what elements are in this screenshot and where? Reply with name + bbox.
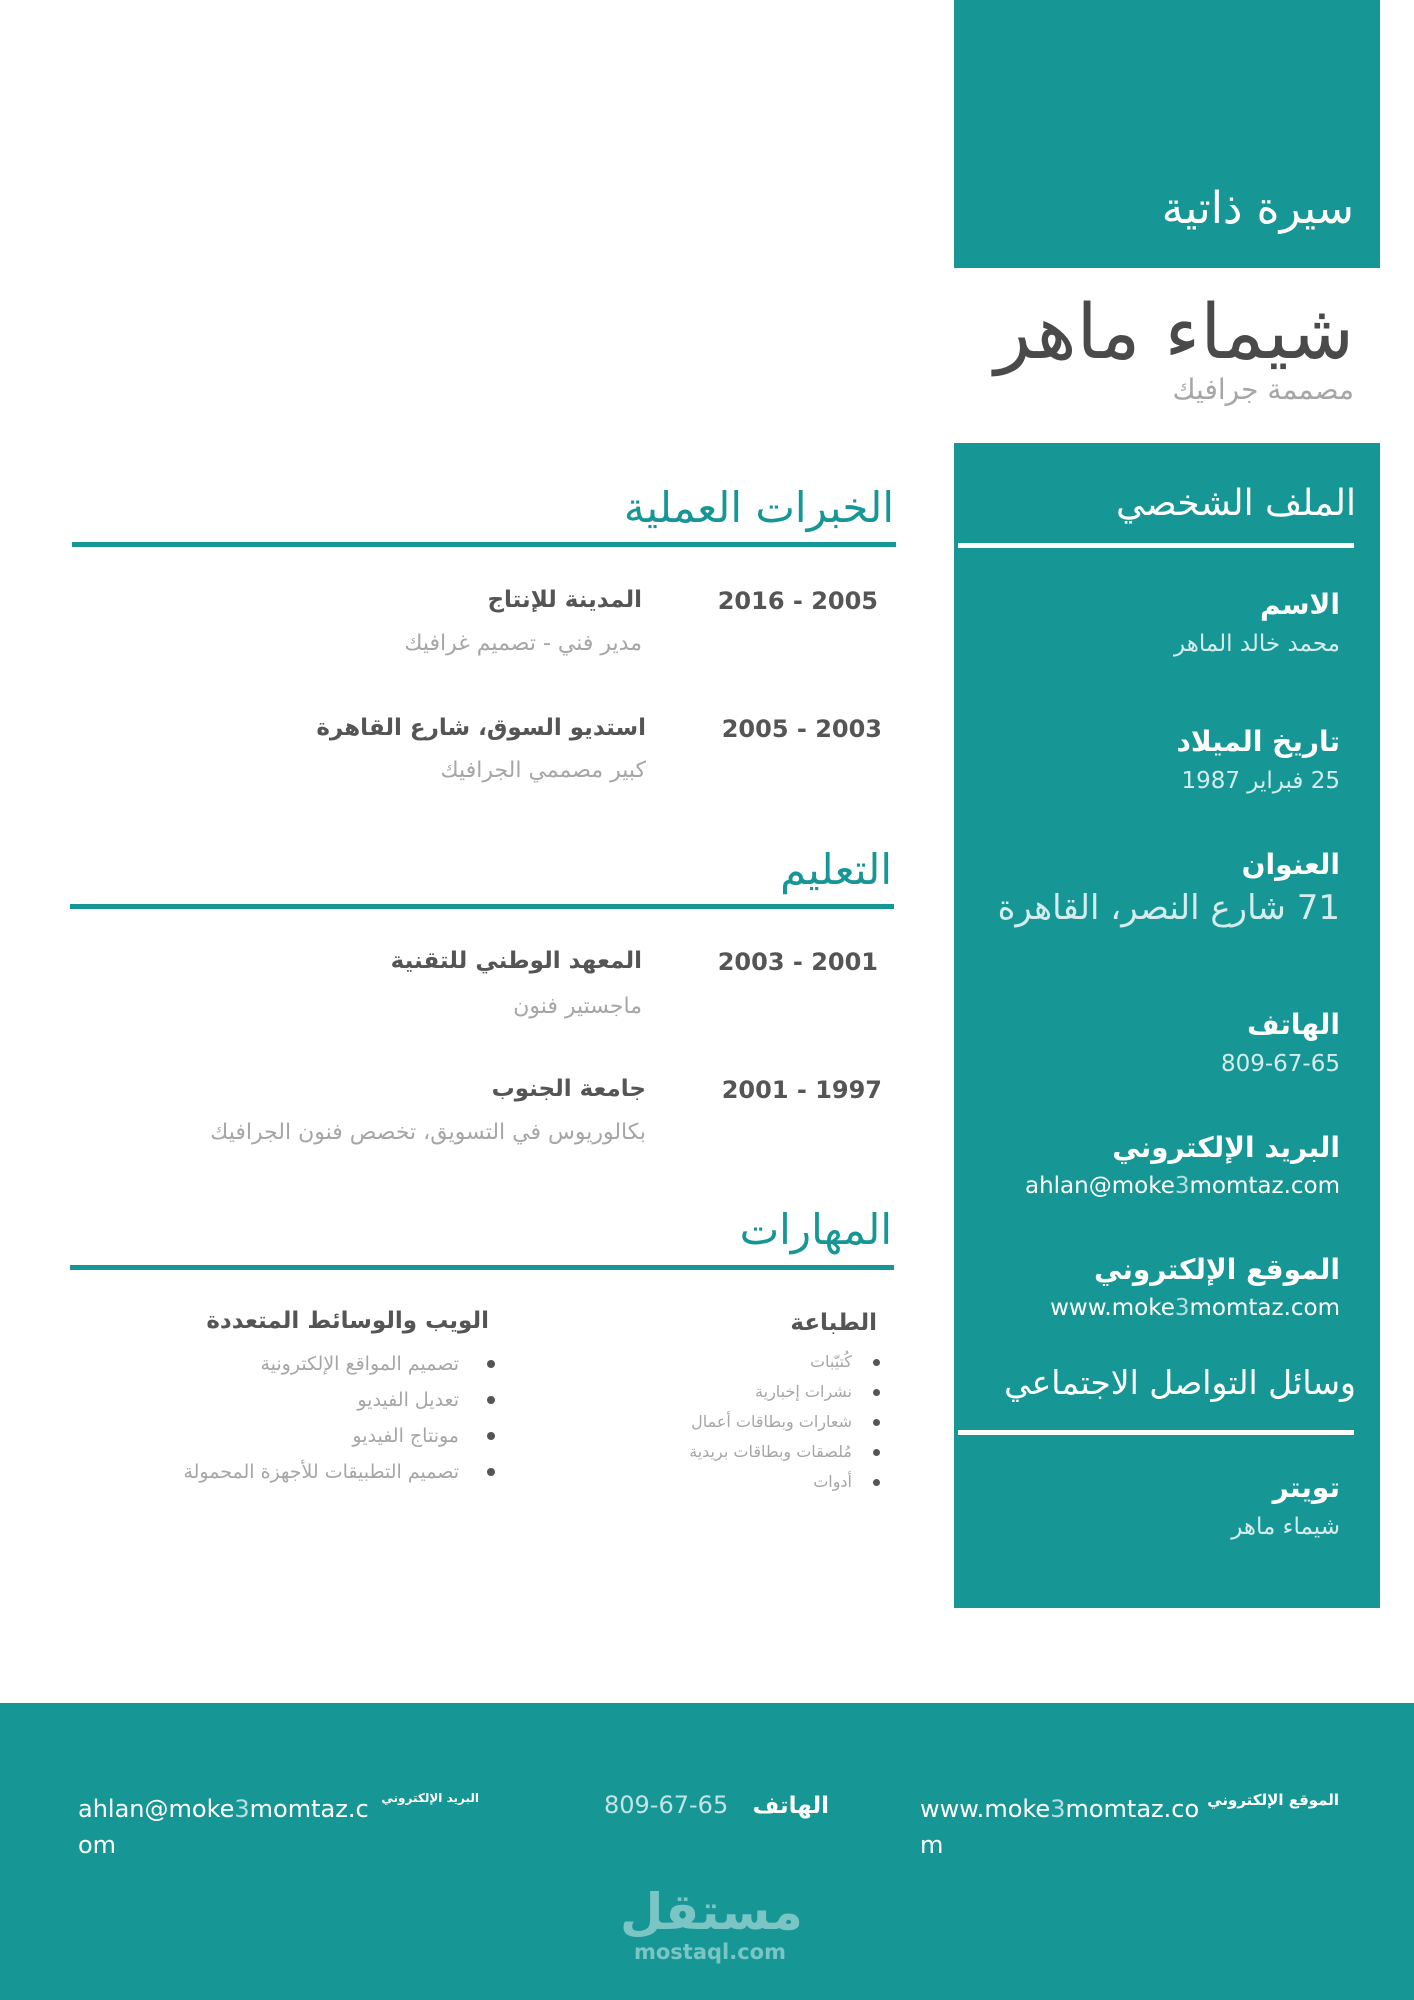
social-value-twitter[interactable]: شيماء ماهر — [1231, 1514, 1340, 1540]
profile-label-phone: الهاتف — [1247, 1008, 1340, 1041]
mostaql-logo — [620, 1883, 803, 1965]
education-degree: ماجستير فنون — [513, 994, 642, 1019]
profile-label-birthdate: تاريخ الميلاد — [1176, 725, 1340, 758]
experience-years: 2016 - 2005 — [717, 587, 878, 615]
education-org: المعهد الوطني للتقنية — [390, 948, 642, 974]
footer-phone-label: الهاتف — [752, 1793, 829, 1819]
social-label-twitter: تويتر — [1272, 1471, 1340, 1504]
education-years: 2001 - 1997 — [721, 1076, 882, 1104]
experience-org: المدينة للإنتاج — [487, 587, 642, 613]
skills-print-title: الطباعة — [790, 1310, 877, 1336]
skills-divider — [70, 1265, 894, 1270]
education-years: 2003 - 2001 — [717, 948, 878, 976]
list-item: شعارات وبطاقات أعمال — [689, 1407, 852, 1437]
logo-latin: mostaql.com — [634, 1940, 786, 1964]
footer — [0, 1703, 1414, 2000]
experience-heading: الخبرات العملية — [623, 483, 894, 532]
profile-value-address: 71 شارع النصر، القاهرة — [997, 888, 1340, 928]
profile-label-address: العنوان — [1241, 848, 1340, 881]
skills-heading: المهارات — [739, 1205, 892, 1254]
profile-value-website[interactable]: www.moke3momtaz.com — [1050, 1295, 1340, 1321]
list-item: تصميم المواقع الإلكترونية — [183, 1346, 459, 1382]
list-item: كُتيّبات — [689, 1347, 852, 1377]
profile-panel — [954, 443, 1380, 1608]
list-item: مُلصقات وبطاقات بريدية — [689, 1437, 852, 1467]
cv-title: سيرة ذاتية — [1161, 183, 1354, 234]
profile-label-website: الموقع الإلكتروني — [1094, 1253, 1340, 1286]
person-name: شيماء ماهر — [994, 287, 1354, 376]
education-divider — [70, 904, 894, 909]
skills-print-list — [689, 1347, 852, 1497]
list-item: أدوات — [689, 1467, 852, 1497]
profile-label-name: الاسم — [1260, 588, 1340, 621]
footer-email-label: البريد الإلكتروني — [381, 1791, 479, 1805]
education-degree: بكالوريوس في التسويق، تخصص فنون الجرافيك — [210, 1120, 646, 1145]
experience-role: مدير فني - تصميم غرافيك — [404, 631, 642, 656]
education-heading: التعليم — [780, 845, 892, 894]
footer-website-label: الموقع الإلكتروني — [1207, 1791, 1339, 1809]
list-item: تصميم التطبيقات للأجهزة المحمولة — [183, 1454, 459, 1490]
profile-label-email: البريد الإلكتروني — [1112, 1131, 1340, 1164]
job-title: مصممة جرافيك — [1172, 373, 1354, 406]
logo-arabic: مستقل — [620, 1883, 803, 1941]
experience-org: استديو السوق، شارع القاهرة — [316, 715, 646, 741]
experience-role: كبير مصممي الجرافيك — [440, 758, 646, 783]
footer-phone-value[interactable]: 809-67-65 — [604, 1791, 729, 1819]
profile-value-email[interactable]: ahlan@moke3momtaz.com — [1025, 1173, 1340, 1199]
experience-divider — [72, 542, 896, 547]
list-item: نشرات إخبارية — [689, 1377, 852, 1407]
profile-value-birthdate: 25 فبراير 1987 — [1181, 768, 1340, 794]
skills-web-title: الويب والوسائط المتعددة — [206, 1308, 489, 1334]
skills-web-list — [183, 1346, 459, 1490]
footer-email-value[interactable]: ahlan@moke3momtaz.com — [78, 1795, 369, 1859]
list-item: مونتاج الفيديو — [183, 1418, 459, 1454]
list-item: تعديل الفيديو — [183, 1382, 459, 1418]
cv-title-box — [954, 0, 1380, 268]
experience-years: 2005 - 2003 — [721, 715, 882, 743]
profile-value-phone: 809-67-65 — [1220, 1051, 1340, 1077]
footer-website-value[interactable]: www.moke3momtaz.com — [920, 1795, 1200, 1859]
social-divider — [958, 1430, 1354, 1435]
social-heading: وسائل التواصل الاجتماعي — [1004, 1363, 1356, 1402]
profile-heading: الملف الشخصي — [1116, 483, 1356, 524]
education-org: جامعة الجنوب — [491, 1076, 646, 1102]
profile-divider — [958, 543, 1354, 548]
profile-value-name: محمد خالد الماهر — [1174, 631, 1340, 657]
